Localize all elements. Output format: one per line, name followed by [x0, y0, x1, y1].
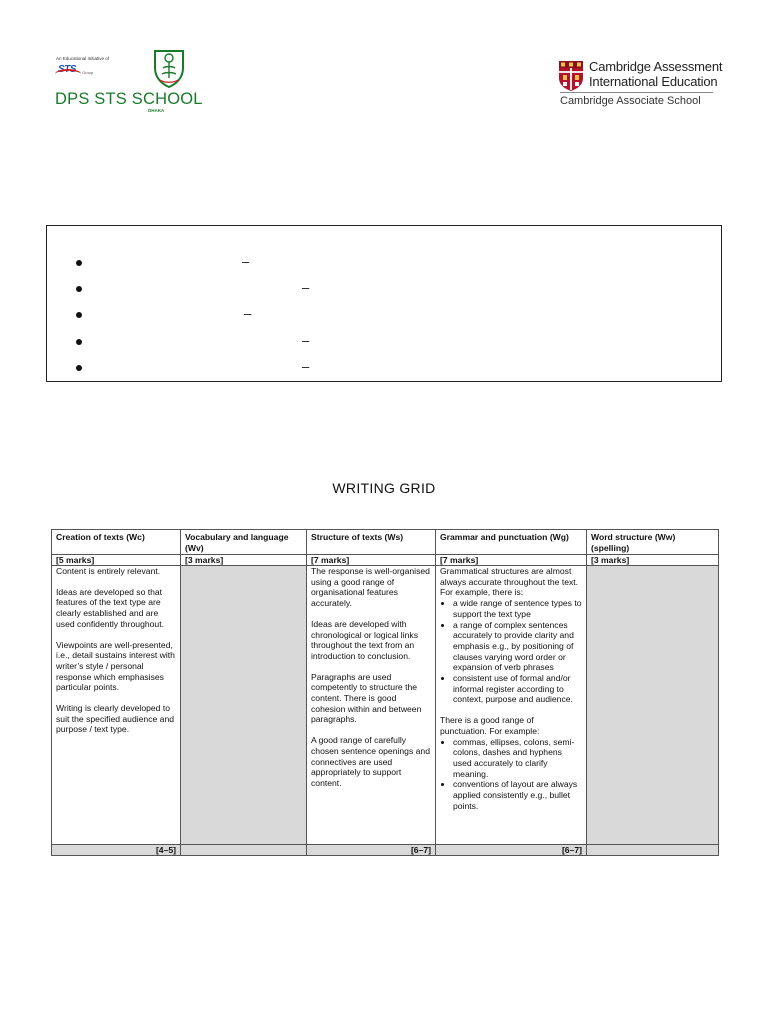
criteria-paragraph: Content is entirely relevant. [56, 566, 161, 576]
bullet-item [47, 280, 721, 296]
cambridge-shield-icon [558, 60, 584, 92]
bullet-dot [76, 286, 82, 292]
criteria-row [52, 566, 719, 845]
punctuation-list [440, 737, 582, 812]
bullet-dot [76, 312, 82, 318]
header-vocabulary: Vocabulary and language (Wv) [181, 530, 307, 555]
list-item: • a wide range of sentence types to support the text type [453, 598, 582, 619]
initiative-text: An Educational Initiative of [56, 56, 110, 61]
range-word-structure [587, 845, 719, 856]
criteria-paragraph: Viewpoints are well-presented, i.e., detail sustains interest with writer’s style / personal response which emphasises particular points. [56, 639, 175, 693]
header-creation: Creation of texts (Wc) [52, 530, 181, 555]
bullet-dash: – [244, 306, 252, 321]
punctuation-intro: There is a good range of punctuation. For example: [440, 715, 540, 736]
marks-grammar: [7 marks] [436, 555, 587, 566]
cambridge-divider [560, 92, 713, 93]
range-vocabulary [181, 845, 307, 856]
school-city: DHAKA [148, 108, 165, 113]
school-name: DPS STS SCHOOL [55, 90, 203, 108]
word-structure-criteria [587, 566, 719, 845]
creation-criteria [52, 566, 181, 845]
vocabulary-criteria [181, 566, 307, 845]
structure-criteria [307, 566, 436, 845]
grammar-criteria [436, 566, 587, 845]
list-item: • conventions of layout are always applied consistently e.g., bullet points. [453, 779, 582, 811]
bullet-dash: – [242, 254, 250, 269]
header-structure: Structure of texts (Ws) [307, 530, 436, 555]
marks-creation: [5 marks] [52, 555, 181, 566]
range-grammar: [6–7] [436, 845, 587, 856]
bullet-item [47, 333, 721, 349]
criteria-paragraph: Writing is clearly developed to suit the specified audience and purpose / text type. [56, 703, 175, 735]
list-item: • consistent use of formal and/or informal register according to context, purpose and audience. [453, 673, 582, 705]
grammar-intro: Grammatical structures are almost always accurate throughout the text. For example, there is: [440, 566, 579, 598]
bullet-dash: – [302, 333, 310, 348]
marks-vocabulary: [3 marks] [181, 555, 307, 566]
range-creation: [4–5] [52, 845, 181, 856]
bullet-dot [76, 339, 82, 345]
cambridge-name-line2: International Education [589, 74, 718, 89]
cambridge-name-line1: Cambridge Assessment [589, 59, 723, 74]
cambridge-logo [558, 58, 728, 112]
cambridge-associate-text: Cambridge Associate School [560, 95, 701, 107]
bullet-item [47, 254, 721, 270]
dps-crest-icon [152, 48, 186, 88]
header-row [52, 530, 719, 555]
marks-structure: [7 marks] [307, 555, 436, 566]
grammar-list [440, 598, 582, 705]
sts-text: STS [58, 64, 76, 75]
bullet-dot [76, 260, 82, 266]
marks-row [52, 555, 719, 566]
bullet-dash: – [302, 359, 310, 374]
list-item: • commas, ellipses, colons, semi-colons, dashes and hyphens used accurately to clarify meaning. [453, 737, 582, 780]
bullet-dash: – [302, 280, 310, 295]
range-structure: [6–7] [307, 845, 436, 856]
sts-group-text: Group [82, 70, 94, 75]
mark-range-row [52, 845, 719, 856]
criteria-paragraph: Paragraphs are used competently to structure the content. There is good cohesion within and between paragraphs. [311, 671, 422, 725]
bullet-dot [76, 365, 82, 371]
marks-word-structure: [3 marks] [587, 555, 719, 566]
writing-grid-table [51, 529, 719, 856]
criteria-paragraph: Ideas are developed with chronological or logical links throughout the text from an introduction to conclusion. [311, 618, 418, 661]
criteria-paragraph: The response is well-organised using a good range of organisational features accurately. [311, 566, 430, 609]
bullet-item [47, 359, 721, 375]
bullet-box [46, 225, 722, 382]
header-grammar: Grammar and punctuation (Wg) [436, 530, 587, 555]
criteria-paragraph: Ideas are developed so that features of the text type are clearly established and are used confidently throughout. [56, 586, 164, 629]
bullet-item [47, 306, 721, 322]
header-word-structure: Word structure (Ww) (spelling) [587, 530, 719, 555]
list-item: • a range of complex sentences accurately to provide clarity and emphasis e.g., by positioning of clauses varying word order or expansion of verb phrases [453, 620, 582, 674]
dps-sts-school-logo [52, 48, 203, 113]
writing-grid-title: WRITING GRID [332, 480, 436, 496]
sts-group-logo [58, 64, 76, 75]
criteria-paragraph: A good range of carefully chosen sentence openings and connectives are used appropriately to support content. [311, 735, 430, 788]
